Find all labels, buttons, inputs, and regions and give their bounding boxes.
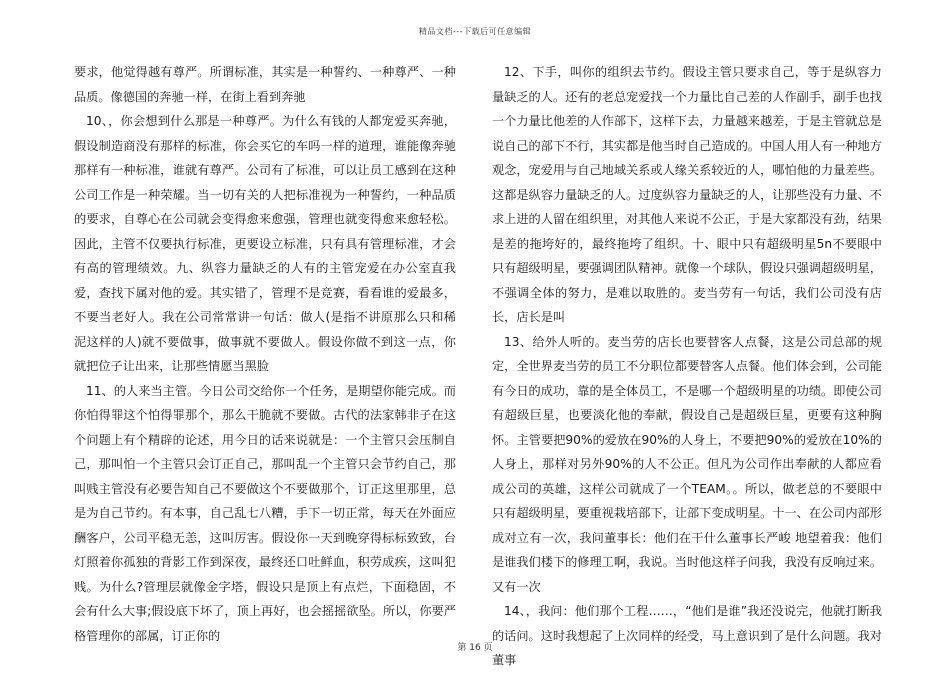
right-column [492, 60, 882, 673]
paragraph: 10、，你会想到什么那是一种尊严。为什么有钱的人都宠爱买奔驰，假设制造商没有那样的标准，你会买它的车吗一样的道理，谁能像奔驰那样有一种标准，谁就有尊严。公司有了标准，可以让员工感到在这种公司工作是一种荣耀。当一切有关的人把标准视为一种誓约，一种品质的要求，自尊心在公司就会变得愈来愈强，管理也就变得愈来愈轻松。因此，主管不仅要执行标准，更要设立标准，只有具有管理标准，才会有高的管理绩效。九、纵容力量缺乏的人有的主管宠爱在办公室直我爱，查找下属对他的爱。其实错了，管理不是竞赛，看看谁的爱最多，不要当老好人。我在公司常常讲一句话：做人(是指不讲原那么只和稀泥这样的人)就不要做事，做事就不要做人。假设你做不到这一点，你就把位子让出来，让那些情愿当黑脸 [74, 114, 456, 373]
paragraph: 14、，我问：他们那个工程……，“他们是谁”我还没说完，他就打断我的话问。这时我想起了上次同样的经受，马上意识到了是什么问题。我对董事 [492, 604, 882, 667]
page-header: 精品文档---下载后可任意编辑 [418, 27, 532, 36]
paragraph: 11、的人来当主管。今日公司交给你一个任务，是期望你能完成。而你怕得罪这个怕得罪那个，那么干脆就不要做。古代的法家韩非子在这个问题上有个精辟的论述，用今日的话来说就是：一个主管只会压制自己，那叫怕一个主管只会订正自己，那叫乱一个主管只会节约自己，那叫贱主管没有必要告知自己不要做这个不要做那个，订正这里那里，总是为自己节约。有本事，自己乱七八糟，手下一切正常，每天在外面应酬客户，公司平稳无恙，这叫厉害。假设你一天到晚穿得标标致致，台灯照着你孤独的背影工作到深夜，最终还口吐鲜血，积劳成疾，这叫犯贱。为什么?管理层就像金字塔，假设只是顶上有点烂，下面稳固，不会有什么大事;假设底下坏了，顶上再好，也会摇摇欲坠。所以，你要严格管理你的部属，订正你的 [74, 383, 456, 643]
paragraph: 13、给外人听的。麦当劳的店长也要替客人点餐，这是公司总部的规定，全世界麦当劳的员工不分职位都要替客人点餐。他们体会到，公司能有今日的成功，靠的是全体员工，不是哪一个超级明星的功绩。即使公司有超级巨星，也要淡化他的奉献，假设自己是超级巨星，更要有这种胸怀。主管要把90%的爱放在90%的人身上，不要把90%的爱放在10%的人身上，那样对另外90%的人不公正。但凡为公司作出奉献的人都应看成公司的英雄，这样公司就成了一个TEAM。。所以，做老总的不要眼中只有超级明星，要重视栽培部下，让部下变成明星。十一、在公司内部形成对立有一次，我问董事长：他们在干什么董事长严峻 地望着我：他们是谁我们楼下的修理工啊，我说。当时他这样子问我，我没有反响过来。又有一次 [492, 334, 882, 594]
page-number: 第 16 页 [457, 643, 493, 653]
paragraph: 12、下手，叫你的组织去节约。假设主管只要求自己，等于是纵容力量缺乏的人。还有的老总宠爱找一个力量比自己差的人作副手，副手也找一个力量比他差的人作部下，这样下去，力量越来越差，于是主管就总是说自己的部下不行，其实都是他当时自己造成的。中国人用人有一种地方观念，宠爱用与自己地域关系或人缘关系较近的人，哪怕他的力量差些。这都是纵容力量缺乏的人。过度纵容力量缺乏的人，让那些没有力量、不求上进的人留在组织里，对其他人来说不公正，于是大家都没有劲，结果是差的拖垮好的，最终拖垮了组织。十、眼中只有超级明星5n不要眼中只有超级明星，要强调团队精神。就像一个球队，假设只强调超级明星，不强调全体的努力，是难以取胜的。麦当劳有一句话，我们公司没有店长，店长是叫 [492, 65, 882, 324]
paragraph: 要求，他觉得越有尊严。所谓标准，其实是一种誓约、一种尊严、一种品质。像德国的奔驰一样，在街上看到奔驰 [74, 65, 456, 104]
left-column [74, 60, 456, 648]
